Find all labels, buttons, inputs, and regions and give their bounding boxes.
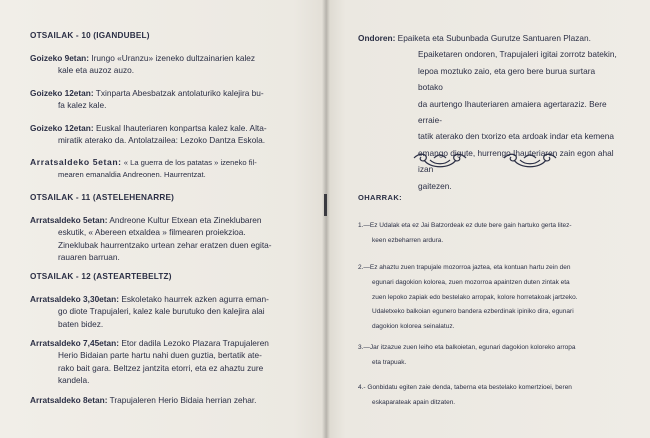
entry-1-cont: kale eta auzoz auzo. — [58, 65, 135, 76]
entry-6-text: Eskoletako haurrek azken agurra eman- — [121, 294, 269, 304]
note-2-line-3: zuen lepoko zapiak edo bestelako arropak, kolore horretakoak jartzeko. — [372, 293, 578, 301]
entry-7 — [30, 337, 296, 387]
heading-feb-10: OTSAILAK - 10 (IGANDUBEL) — [30, 31, 150, 40]
ornament-right-icon — [504, 154, 556, 166]
ondoren-line-7: gaitezen. — [418, 180, 452, 191]
fold-mark — [324, 194, 327, 216]
note-4-line-1: 4.- Gonbidatu egiten zaie denda, taberna eta bestelako komertzioei, beren — [358, 384, 572, 391]
entry-3-cont: miratik aterako da. Antolatzailea: Lezoko Dantza Eskola. — [58, 135, 266, 146]
entry-7-cont-2: rako bait gara. Beltzez jantzita etorri, eta ez ahaztu zure — [58, 362, 264, 373]
entry-5 — [30, 214, 296, 264]
note-1 — [358, 219, 620, 249]
note-2-line-4: Udaletxeko balkoian egunero bandera ezberdinak ipiniko dira, egunari — [372, 308, 574, 316]
ondoren-line-6: emango digute, hurrengo Ihauteriaren zain egon ahal izan — [418, 147, 614, 175]
ondoren-line-4: da aurtengo Ihauteriaren amaiera agertaraziz. Bere erraie- — [418, 98, 607, 126]
note-3 — [358, 341, 620, 371]
note-2-line-1: 2.—Ez ahaztu zuen trapujale mozorroa jaztea, eta kontuan hartu zein den — [358, 264, 571, 271]
entry-1-time: Goizeko 9etan: — [30, 53, 90, 63]
entry-5-text: Andreone Kultur Etxean eta Zineklubaren — [109, 215, 262, 225]
entry-7-cont-3: kandela. — [58, 375, 90, 386]
entry-6-cont-1: go diote Trapujaleri, kalez kale burutuko den kalejira alai — [58, 306, 265, 317]
ondoren-label: Ondoren: — [358, 33, 396, 43]
ondoren-line-5: tatik aterako den txorizo eta ardoak indar eta kemena — [418, 131, 615, 142]
entry-8 — [30, 394, 296, 406]
entry-1 — [30, 52, 296, 77]
entry-4 — [30, 156, 296, 182]
note-4 — [358, 381, 620, 411]
note-1-line-1: 1.—Ez Udalak eta ez Jai Batzordeak ez dute bere gain hartuko gerta litez- — [358, 222, 572, 229]
ornament-left-icon — [414, 154, 466, 166]
heading-feb-12: OTSAILAK - 12 (ASTEARTEBELTZ) — [30, 272, 172, 281]
note-4-line-2: eskaparateak apain ditzaten. — [372, 398, 456, 406]
note-1-line-2: keen ezbeharren ardura. — [372, 236, 444, 244]
note-3-line-1: 3.—Jar itzazue zuen leiho eta balkoietan, egunari dagokion koloreko arropa — [358, 344, 576, 351]
ondoren-line-3: lepoa moztuko zaio, eta gero bere buruа surtara botako — [418, 65, 596, 93]
entry-5-time: Arratsaldeko 5etan: — [30, 215, 108, 225]
ornaments — [410, 150, 560, 172]
entry-2-cont: fa kalez kale. — [58, 100, 107, 111]
entry-5-cont-3: rauaren barruan. — [58, 252, 120, 263]
entry-4-time: Arratsaldeko 5etan: — [30, 157, 122, 167]
note-2 — [358, 261, 620, 335]
entry-1-text: Irungo «Uranzu» izeneko dultzainarien kalez — [91, 53, 256, 63]
entry-6 — [30, 293, 296, 330]
entry-8-text: Trapujaleren Herio Bidaia herrian zehar. — [109, 395, 257, 405]
entry-4-cont: mearen emanaldia Andreonen. Haurrentzat. — [58, 170, 206, 180]
oharrak-heading: OHARRAK: — [358, 193, 403, 202]
entry-5-cont-2: Zineklubak haurrentzako urtean zehar eratzen duen egita- — [58, 239, 272, 250]
note-3-line-2: eta trapuak. — [372, 358, 407, 366]
entry-7-cont-1: Herio Bidaian parte hartu nahi duen guztia, bertatik ate- — [58, 350, 262, 361]
entry-3-text: Euskal Ihauteriaren konpartsa kalez kale. Alta- — [95, 123, 267, 133]
page-fold — [322, 0, 330, 438]
entry-8-time: Arratsaldeko 8etan: — [30, 395, 108, 405]
entry-3 — [30, 122, 296, 147]
entry-7-text: Etor dadila Lezoko Plazara Trapujaleren — [121, 338, 269, 348]
entry-2-text: Txinparta Abesbatzak antolaturiko kalejira bu- — [95, 88, 264, 98]
entry-5-cont-1: eskutik, « Abereen etxaldea » filmearen proiekzioa. — [58, 227, 246, 238]
entry-2 — [30, 87, 296, 112]
heading-feb-11: OTSAILAK - 11 (ASTELEHENARRE) — [30, 193, 175, 202]
entry-2-time: Goizeko 12etan: — [30, 88, 94, 98]
ondoren-line-1: Epaiketa eta Subunbada Gurutze Santuaren Plazan. — [397, 33, 591, 43]
entry-6-cont-2: baten bidez. — [58, 318, 104, 329]
entry-7-time: Arratsaldeko 7,45etan: — [30, 338, 120, 348]
entry-3-time: Goizeko 12etan: — [30, 123, 94, 133]
note-2-line-5: dagokion kolorea seinalatuz. — [372, 323, 455, 331]
entry-4-text: « La guerra de los patatas » izeneko fil- — [123, 158, 257, 167]
ondoren-line-2: Epaiketaren ondoren, Trapujaleri igitai zorrotz batekin, — [418, 49, 617, 60]
entry-6-time: Arratsaldeko 3,30etan: — [30, 294, 120, 304]
note-2-line-2: egunari dagokion kolorea, zuen mozorroa apaintzen duten zintak eta — [372, 278, 570, 286]
